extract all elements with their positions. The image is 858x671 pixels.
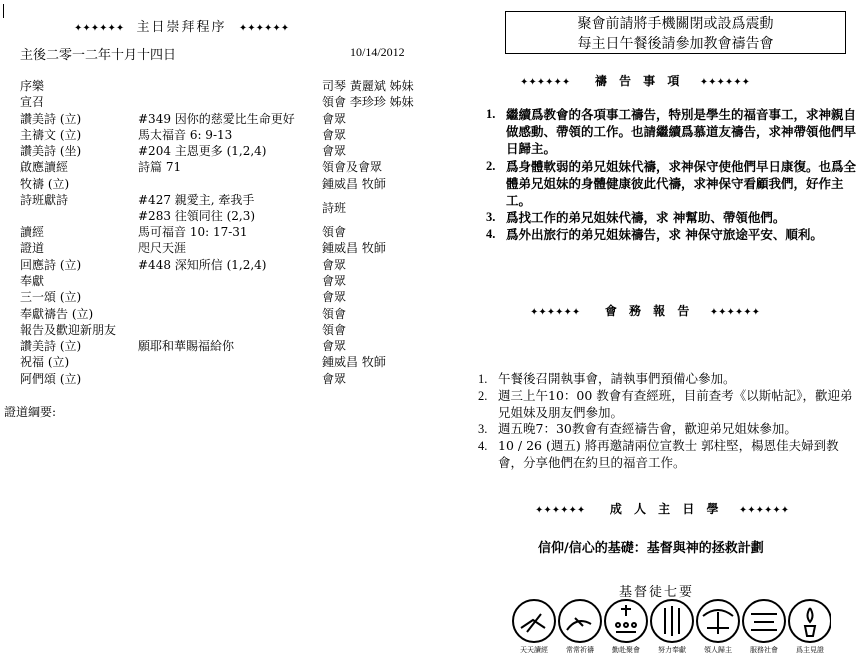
order-row <box>20 273 460 289</box>
list-number: 3. <box>478 422 488 437</box>
order-leader: 會眾 <box>322 257 347 272</box>
gathering-icon <box>605 600 647 642</box>
affairs-item-text: 週五晚7：30教會有查經禱告會，歡迎弟兄姐妹參加。 <box>498 421 797 437</box>
order-leader: 會眾 <box>322 339 347 354</box>
order-row <box>20 354 460 370</box>
essential-caption: 勤赴聚會 <box>612 646 640 654</box>
order-content: 馬可福音 10: 17-31 <box>138 225 248 240</box>
affairs-title: 會 務 報 告 <box>604 304 694 318</box>
order-row <box>20 240 460 256</box>
order-item: 序樂 <box>20 79 45 93</box>
notice-box <box>505 11 846 54</box>
seven-essentials-icons <box>511 598 831 644</box>
essential-caption: 領人歸主 <box>704 646 732 654</box>
prayer-item-text: 繼續爲教會的各項事工禱告，特別是學生的福音事工，求神親自做感動、帶領的工作。也請繼續爲慕道友禱告，求神帶領他們早日歸主。 <box>506 107 857 157</box>
order-item: 讚美詩 (立) <box>20 339 82 354</box>
order-leader: 領會 <box>322 225 347 240</box>
order-item: 報告及歡迎新朋友 <box>20 322 117 337</box>
adult-school-topic: 信仰/信心的基礎：基督與神的拯救計劃 <box>538 541 764 556</box>
ornament-left: ✦✦✦✦✦✦ <box>74 23 125 34</box>
order-row <box>20 192 460 224</box>
order-item: 奉獻禱告 (立) <box>20 306 94 321</box>
prayer-heading <box>520 72 750 89</box>
essential-caption: 努力奉獻 <box>658 646 686 654</box>
notice-line-2: 每主日午餐後請參加教會禱告會 <box>577 36 774 52</box>
order-leader: 領會及會眾 <box>322 160 383 175</box>
seven-essentials-title: 基督徒七要 <box>619 585 695 600</box>
order-item: 讚美詩 (坐) <box>20 144 82 159</box>
ornament-right: ✦✦✦✦✦✦ <box>238 23 290 34</box>
order-row <box>20 289 460 305</box>
list-number: 3. <box>486 210 496 225</box>
ornament-left: ✦✦✦✦✦✦ <box>535 505 586 516</box>
prayer-item <box>484 226 856 243</box>
order-content: 咫尺天涯 <box>138 241 187 256</box>
order-row <box>20 78 460 94</box>
order-content-line: #283 往領同往 (2,3) <box>138 209 256 224</box>
sermon-outline-label: 證道綱要: <box>4 405 57 419</box>
order-row <box>20 257 460 273</box>
prayer-list <box>484 106 856 244</box>
text-cursor <box>3 4 4 18</box>
order-row <box>20 176 460 192</box>
ornament-right: ✦✦✦✦✦✦ <box>738 505 790 516</box>
prayer-item <box>484 158 856 210</box>
order-content: #349 因你的慈愛比生命更好 <box>138 111 295 126</box>
list-number: 2. <box>478 388 488 403</box>
worship-order-title <box>74 16 289 35</box>
affairs-list <box>476 371 856 472</box>
prayer-item <box>484 106 856 158</box>
order-leader: 會眾 <box>322 144 347 159</box>
page-title: 主日崇拜程序 <box>136 20 227 35</box>
date-numeric: 10/14/2012 <box>350 45 405 59</box>
order-leader: 會眾 <box>322 290 347 305</box>
prayer-item-text: 爲找工作的弟兄姐妹代禱，求 神幫助、帶領他們。 <box>506 210 786 226</box>
essential-caption: 天天讀經 <box>520 646 548 654</box>
order-item: 主禱文 (立) <box>20 127 82 142</box>
order-item: 啟應讀經 <box>20 160 69 175</box>
order-content: #204 主恩更多 (1,2,4) <box>138 144 267 159</box>
order-row <box>20 94 460 110</box>
affairs-item <box>476 388 856 422</box>
order-content: 願耶和華賜福給你 <box>138 339 235 354</box>
date-chinese: 主後二零一二年十月十四日 <box>20 48 177 63</box>
ornament-left: ✦✦✦✦✦✦ <box>520 77 571 88</box>
order-row <box>20 127 460 143</box>
order-item: 奉獻 <box>20 273 45 288</box>
prayer-item-text: 爲外出旅行的弟兄姐妹禱告，求 神保守旅途平安、順利。 <box>506 227 823 243</box>
affairs-item <box>476 371 856 388</box>
ornament-left: ✦✦✦✦✦✦ <box>530 307 581 318</box>
order-row <box>20 224 460 240</box>
evangelism-icon <box>697 600 739 642</box>
order-leader: 詩班 <box>322 201 347 216</box>
order-content: 詩篇 71 <box>138 160 182 175</box>
affairs-item-text: 午餐後召開執事會，請執事們預備心參加。 <box>498 371 736 386</box>
order-item: 讚美詩 (立) <box>20 111 82 126</box>
praying-icon <box>559 600 601 642</box>
order-item: 三一頌 (立) <box>20 290 82 305</box>
prayer-title: 禱 告 事 項 <box>594 74 684 88</box>
list-number: 4. <box>478 439 488 454</box>
order-leader: 領會 李珍珍 姊妹 <box>322 95 414 110</box>
affairs-item-text: 週三上午10：00 教會有查經班，目前查考《以斯帖記》，歡迎弟兄姐妹及朋友們參加。 <box>498 387 853 420</box>
order-item: 宣召 <box>20 95 45 110</box>
order-row <box>20 322 460 338</box>
prayer-item-text: 爲身體軟弱的弟兄姐妹代禱，求神保守使他們早日康復。也爲全體弟兄姐妹的身體健康彼此代禱，求神保守看顧我們，好作主工。 <box>506 158 857 209</box>
order-content: #448 深知所信 (1,2,4) <box>138 257 267 272</box>
list-number: 1. <box>486 107 496 121</box>
order-item: 詩班獻詩 <box>20 193 69 208</box>
order-item: 阿們頌 (立) <box>20 371 82 386</box>
order-content <box>138 192 255 224</box>
prayer-item <box>484 209 856 226</box>
list-number: 2. <box>486 158 496 173</box>
order-item: 證道 <box>20 241 45 256</box>
affairs-item <box>476 421 856 438</box>
adult-school-heading <box>535 500 789 517</box>
order-leader: 鍾威昌 牧師 <box>322 355 386 370</box>
essential-caption: 爲主見證 <box>796 646 824 654</box>
affairs-item-text: 10 / 26 (週五) 將再邀請兩位宣教士 郭柱堅，楊恩佳夫婦到教會，分享他們在約旦的福音工作。 <box>498 438 839 470</box>
order-leader: 會眾 <box>322 273 347 288</box>
order-leader: 領會 <box>322 322 347 337</box>
order-leader: 司琴 黃麗斌 姊妹 <box>322 79 414 93</box>
affairs-item <box>476 438 856 472</box>
order-leader: 會眾 <box>322 127 347 142</box>
list-number: 4. <box>486 227 496 242</box>
list-number: 1. <box>478 372 488 386</box>
notice-line-1: 聚會前請將手機關閉或設爲震動 <box>577 16 774 32</box>
ornament-right: ✦✦✦✦✦✦ <box>709 307 761 318</box>
reading-icon <box>513 600 555 642</box>
essential-caption: 服務社會 <box>750 646 778 654</box>
service-icon <box>743 600 785 642</box>
order-content: 馬太福音 6: 9-13 <box>138 127 233 142</box>
order-leader: 領會 <box>322 306 347 321</box>
adult-school-title: 成 人 主 日 學 <box>609 502 723 516</box>
order-row <box>20 159 460 175</box>
affairs-heading <box>530 302 760 319</box>
order-item: 回應詩 (立) <box>20 257 82 272</box>
worship-order-list <box>20 78 460 387</box>
witness-icon <box>789 600 831 642</box>
order-leader: 會眾 <box>322 371 347 386</box>
order-leader: 鍾威昌 牧師 <box>322 241 386 256</box>
offering-icon <box>651 600 693 642</box>
essential-caption: 常常祈禱 <box>566 646 594 654</box>
order-leader: 鍾威昌 牧師 <box>322 176 386 191</box>
order-item: 讀經 <box>20 225 45 240</box>
order-row <box>20 143 460 159</box>
order-leader: 會眾 <box>322 111 347 126</box>
order-item: 牧禱 (立) <box>20 176 70 191</box>
order-row <box>20 306 460 322</box>
order-item: 祝福 (立) <box>20 355 70 370</box>
order-content-line: #427 親愛主, 牽我手 <box>138 193 255 208</box>
order-row <box>20 111 460 127</box>
order-row <box>20 338 460 354</box>
order-row <box>20 371 460 387</box>
ornament-right: ✦✦✦✦✦✦ <box>699 77 751 88</box>
